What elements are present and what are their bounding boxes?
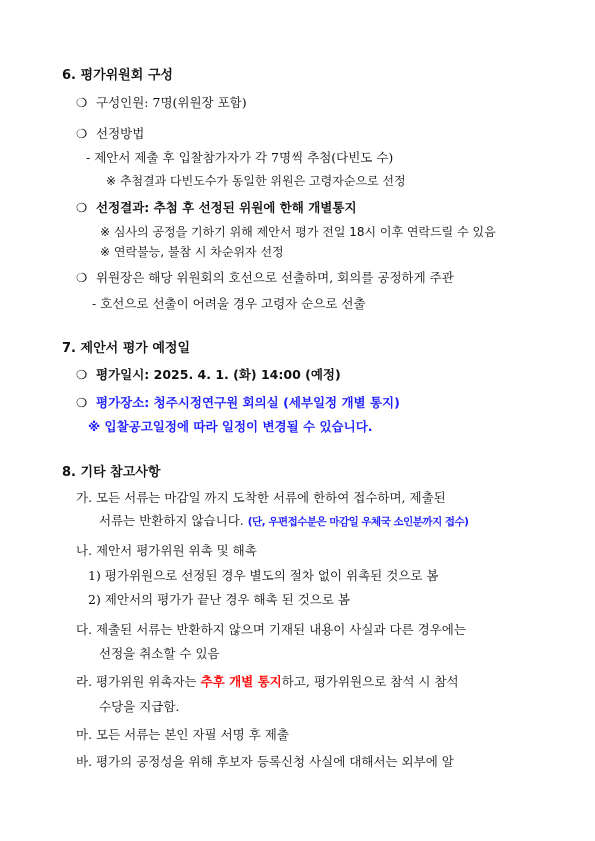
item-na-2: 2) 제안서의 평가가 끝난 경우 해촉 된 것으로 봄 xyxy=(88,592,350,607)
method-sub-1: - 제안서 제출 후 입찰참가자가 각 7명씩 추첨(다빈도 수) xyxy=(86,150,394,165)
item-ga-text: 서류는 반환하지 않습니다. xyxy=(99,513,244,528)
eval-date-item xyxy=(76,367,341,383)
item-ga-line-1: 가. 모든 서류는 마감일 까지 도착한 서류에 한하여 접수하며, 제출된 xyxy=(76,490,446,505)
chair-sub: - 호선으로 선출이 어려울 경우 고령자 순으로 선출 xyxy=(92,296,366,311)
item-ra-text-c: 하고, 평가위원으로 참석 시 참석 xyxy=(281,674,459,689)
item-ra-text-a: 라. 평가위원 위촉자는 xyxy=(76,674,197,689)
item-da-line-2: 선정을 취소할 수 있음 xyxy=(99,646,220,661)
circle-bullet-icon: ❍ xyxy=(76,367,88,382)
item-ma: 마. 모든 서류는 본인 자필 서명 후 제출 xyxy=(76,727,289,742)
item-ga-line-2 xyxy=(99,513,468,530)
chair-item xyxy=(76,270,454,286)
result-note-1: ※ 심사의 공정을 기하기 위해 제안서 평가 전일 18시 이후 연락드릴 수 있음 xyxy=(100,225,496,239)
item-na: 나. 제안서 평가위원 위촉 및 해촉 xyxy=(76,543,257,558)
section-8-heading: 8. 기타 참고사항 xyxy=(62,465,161,480)
item-ra-line-1 xyxy=(76,674,459,690)
item-ba: 바. 평가의 공정성을 위해 후보자 등록신청 사실에 대해서는 외부에 알 xyxy=(76,754,454,769)
circle-bullet-icon: ❍ xyxy=(76,395,88,410)
result-note-2: ※ 연락불능, 불참 시 차순위자 선정 xyxy=(100,245,284,259)
eval-place-text: 평가장소: 청주시정연구원 회의실 (세부일정 개별 통지) xyxy=(96,395,400,410)
result-item xyxy=(76,200,357,216)
circle-bullet-icon: ❍ xyxy=(76,126,88,141)
individual-notice-highlight: 추후 개별 통지 xyxy=(200,674,282,689)
chair-text: 위원장은 해당 위원회의 호선으로 선출하며, 회의를 공정하게 주관 xyxy=(96,270,454,285)
mail-exception-note: (단, 우편접수분은 마감일 우체국 소인분까지 접수) xyxy=(247,516,469,528)
members-text: 구성인원: 7명(위원장 포함) xyxy=(96,95,247,110)
section-7-heading: 7. 제안서 평가 예정일 xyxy=(62,341,191,356)
item-ra-line-2: 수당을 지급함. xyxy=(99,699,180,714)
circle-bullet-icon: ❍ xyxy=(76,270,88,285)
schedule-notice: ※ 입찰공고일정에 따라 일정이 변경될 수 있습니다. xyxy=(88,419,373,434)
result-text: 선정결과: 추첨 후 선정된 위원에 한해 개별통지 xyxy=(96,200,357,215)
method-item xyxy=(76,126,144,142)
item-da-line-1: 다. 제출된 서류는 반환하지 않으며 기재된 내용이 사실과 다른 경우에는 xyxy=(76,622,466,637)
method-note-1: ※ 추첨결과 다빈도수가 동일한 위원은 고령자순으로 선정 xyxy=(106,174,406,188)
method-text: 선정방법 xyxy=(96,126,145,141)
section-6-heading: 6. 평가위원회 구성 xyxy=(62,68,173,83)
circle-bullet-icon: ❍ xyxy=(76,200,88,215)
circle-bullet-icon: ❍ xyxy=(76,95,88,110)
eval-place-item xyxy=(76,395,400,411)
item-na-1: 1) 평가위원으로 선정된 경우 별도의 절차 없이 위촉된 것으로 봄 xyxy=(88,568,439,583)
members-item xyxy=(76,95,247,111)
eval-date-text: 평가일시: 2025. 4. 1. (화) 14:00 (예정) xyxy=(96,367,341,382)
